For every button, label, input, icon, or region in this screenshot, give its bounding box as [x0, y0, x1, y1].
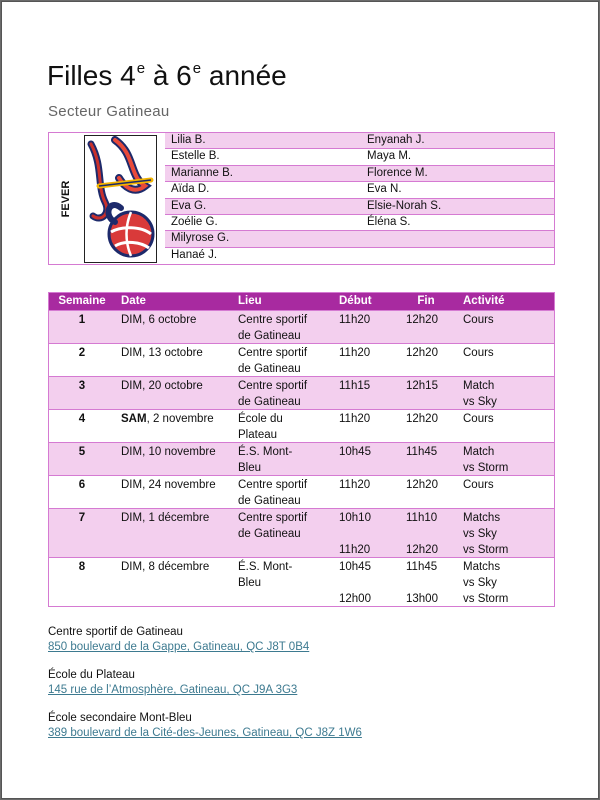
cell-fin: 12h20 [406, 544, 438, 556]
cell-fin: 13h00 [406, 593, 438, 605]
address-block [48, 626, 309, 653]
address-block [48, 669, 297, 696]
roster-row: Aïda D. Eva N. [165, 182, 554, 198]
cell-date: DIM, 10 novembre [121, 446, 216, 458]
header-date: Date [121, 295, 146, 307]
cell-semaine: 7 [78, 512, 86, 524]
cell-debut: 11h20 [339, 544, 371, 556]
table-row [49, 475, 554, 508]
header-lieu: Lieu [238, 295, 262, 307]
cell-debut: 11h20 [339, 347, 371, 359]
address-name: École secondaire Mont-Bleu [48, 712, 192, 724]
team-roster [48, 132, 555, 265]
cell-lieu: Centre sportif de Gatineau [238, 347, 308, 375]
header-semaine: Semaine [58, 295, 106, 307]
schedule-header [49, 293, 554, 310]
cell-fin: 12h15 [406, 380, 438, 392]
cell-activite: Match vs Sky [463, 380, 497, 408]
roster-row: Marianne B. Florence M. [165, 166, 554, 182]
roster-row: Eva G. Elsie-Norah S. [165, 199, 554, 215]
table-row [49, 508, 554, 557]
cell-debut: 11h20 [339, 413, 371, 425]
cell-lieu: É.S. Mont- Bleu [238, 446, 293, 474]
roster-row: Hanaé J. [171, 248, 218, 261]
roster-row: Lilia B. Enyanah J. [165, 133, 554, 149]
cell-fin: 11h45 [406, 561, 438, 573]
cell-semaine: 1 [78, 314, 86, 326]
cell-lieu: Centre sportif de Gatineau [238, 380, 308, 408]
table-row [49, 310, 554, 343]
cell-lieu: Centre sportif de Gatineau [238, 314, 308, 342]
cell-date: DIM, 6 octobre [121, 314, 197, 326]
cell-date: DIM, 13 octobre [121, 347, 203, 359]
cell-debut: 10h10 [339, 512, 371, 524]
cell-activite: Matchs vs Sky vs Storm [463, 512, 509, 556]
cell-debut: 12h00 [339, 593, 371, 605]
table-row [49, 557, 554, 606]
cell-semaine: 8 [78, 561, 86, 573]
fever-logo-icon [84, 135, 157, 263]
cell-fin: 11h45 [406, 446, 438, 458]
roster-row: Zoélie G. Éléna S. [165, 215, 554, 231]
cell-date: DIM, 8 décembre [121, 561, 210, 573]
team-name: FEVER [60, 180, 72, 217]
cell-date: DIM, 24 novembre [121, 479, 216, 491]
cell-fin: 12h20 [406, 413, 438, 425]
roster-row: Milyrose G. [165, 231, 554, 247]
cell-activite: Cours [463, 413, 494, 425]
cell-fin: 12h20 [406, 314, 438, 326]
header-activite: Activité [463, 295, 505, 307]
header-fin: Fin [417, 295, 435, 307]
cell-activite: Cours [463, 479, 494, 491]
cell-fin: 12h20 [406, 479, 438, 491]
cell-semaine: 2 [78, 347, 86, 359]
table-row [49, 442, 554, 475]
cell-semaine: 6 [78, 479, 86, 491]
address-block [48, 712, 362, 739]
address-link[interactable]: 145 rue de l’Atmosphère, Gatineau, QC J9A 3G3 [48, 684, 298, 696]
cell-activite: Match vs Storm [463, 446, 509, 474]
address-name: Centre sportif de Gatineau [48, 626, 183, 638]
cell-lieu: É.S. Mont- Bleu [238, 561, 293, 589]
cell-debut: 10h45 [339, 561, 371, 573]
cell-date: DIM, 1 décembre [121, 512, 210, 524]
cell-debut: 10h45 [339, 446, 371, 458]
cell-debut: 11h20 [339, 314, 371, 326]
cell-lieu: École du Plateau [238, 413, 283, 441]
table-row [49, 409, 554, 442]
cell-semaine: 3 [78, 380, 86, 392]
address-link[interactable]: 850 boulevard de la Gappe, Gatineau, QC J8T 0B4 [48, 641, 310, 653]
schedule-table [48, 292, 555, 607]
cell-activite: Cours [463, 314, 494, 326]
cell-debut: 11h15 [339, 380, 371, 392]
roster-row: Estelle B. Maya M. [165, 149, 554, 165]
cell-semaine: 4 [78, 413, 86, 425]
table-row [49, 343, 554, 376]
page-subtitle: Secteur Gatineau [48, 103, 170, 120]
cell-activite: Cours [463, 347, 494, 359]
cell-date: DIM, 20 octobre [121, 380, 203, 392]
cell-debut: 11h20 [339, 479, 371, 491]
page-title: Filles 4e à 6e année [47, 60, 287, 91]
header-debut: Début [339, 295, 372, 307]
cell-lieu: Centre sportif de Gatineau [238, 479, 308, 507]
address-link[interactable]: 389 boulevard de la Cité-des-Jeunes, Gatineau, QC J8Z 1W6 [48, 727, 362, 739]
document-page [1, 1, 599, 799]
cell-activite: Matchs vs Sky vs Storm [463, 561, 509, 605]
roster-list [165, 133, 554, 264]
cell-fin: 11h10 [406, 512, 438, 524]
cell-lieu: Centre sportif de Gatineau [238, 512, 308, 540]
address-name: École du Plateau [48, 669, 135, 681]
table-row [49, 376, 554, 409]
cell-date: SAM, 2 novembre [121, 413, 214, 425]
cell-fin: 12h20 [406, 347, 438, 359]
cell-semaine: 5 [78, 446, 86, 458]
